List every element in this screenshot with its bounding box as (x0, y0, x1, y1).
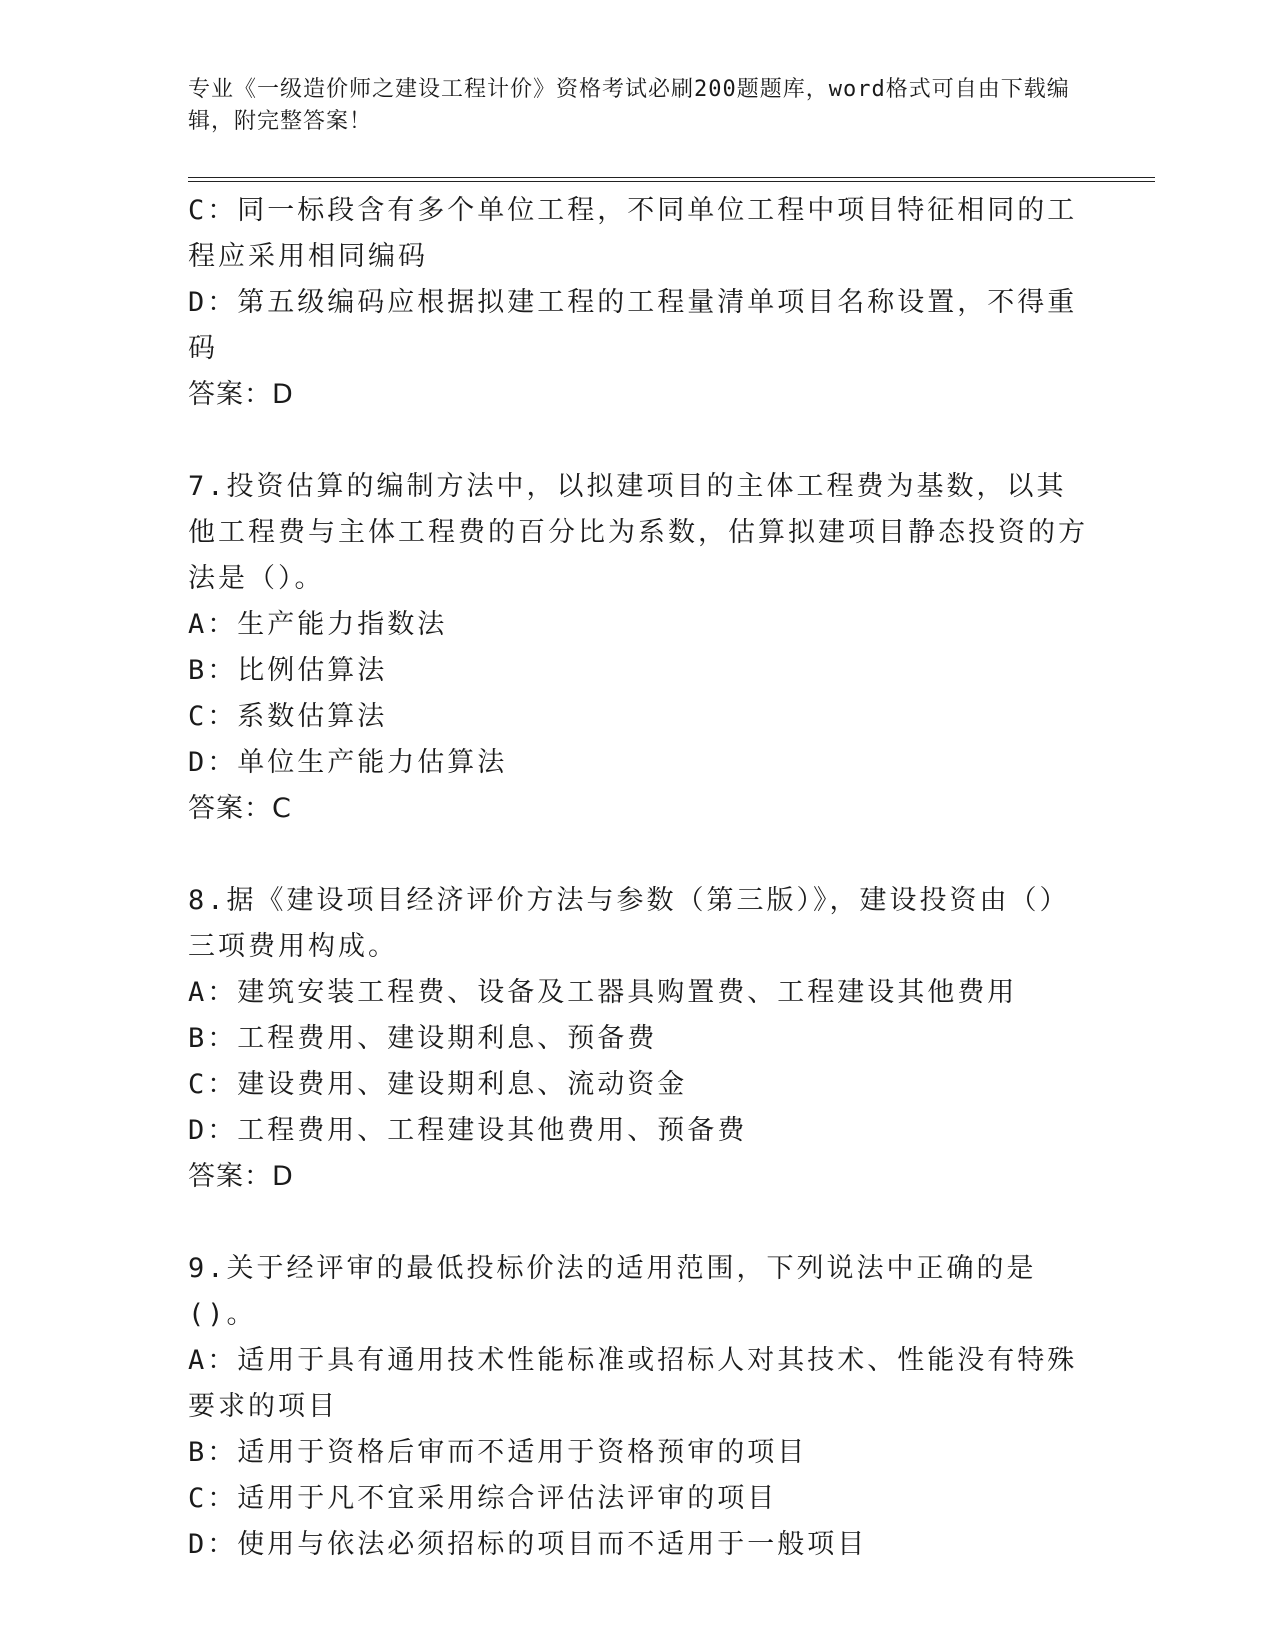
q7-option-a: A：生产能力指数法 (188, 609, 448, 640)
q6-option-d: D：第五级编码应根据拟建工程的工程量清单项目名称设置，不得重码 (188, 287, 1078, 364)
document-body (188, 188, 1088, 1568)
q8-option-d: D：工程费用、工程建设其他费用、预备费 (188, 1115, 748, 1146)
q7-answer: 答案：C (188, 793, 292, 824)
question-9 (188, 1246, 1088, 1568)
header-text: 专业《一级造价师之建设工程计价》资格考试必刷200题题库，word格式可自由下载编辑，附完整答案！ (188, 77, 1070, 134)
spacer (188, 1200, 1088, 1246)
question-6-tail (188, 188, 1088, 418)
q6-option-c: C：同一标段含有多个单位工程，不同单位工程中项目特征相同的工程应采用相同编码 (188, 195, 1078, 272)
header-divider (188, 177, 1155, 182)
q8-option-b: B：工程费用、建设期利息、预备费 (188, 1023, 658, 1054)
q8-option-c: C：建设费用、建设期利息、流动资金 (188, 1069, 688, 1100)
q8-stem: 8.据《建设项目经济评价方法与参数（第三版）》，建设投资由（）三项费用构成。 (188, 885, 1070, 962)
q7-option-b: B：比例估算法 (188, 655, 388, 686)
question-8 (188, 878, 1088, 1200)
q7-option-d: D：单位生产能力估算法 (188, 747, 508, 778)
q9-option-b: B：适用于资格后审而不适用于资格预审的项目 (188, 1437, 808, 1468)
q9-stem: 9.关于经评审的最低投标价法的适用范围，下列说法中正确的是()。 (188, 1253, 1037, 1330)
q7-option-c: C：系数估算法 (188, 701, 388, 732)
q9-option-c: C：适用于凡不宜采用综合评估法评审的项目 (188, 1483, 778, 1514)
q9-option-d: D：使用与依法必须招标的项目而不适用于一般项目 (188, 1529, 868, 1560)
q8-option-a: A：建筑安装工程费、设备及工器具购置费、工程建设其他费用 (188, 977, 1018, 1008)
question-7 (188, 464, 1088, 832)
q6-answer: 答案：D (188, 379, 294, 410)
spacer (188, 832, 1088, 878)
q8-answer: 答案：D (188, 1161, 294, 1192)
page-header (188, 74, 1088, 138)
spacer (188, 418, 1088, 464)
q9-option-a: A：适用于具有通用技术性能标准或招标人对其技术、性能没有特殊要求的项目 (188, 1345, 1078, 1422)
q7-stem: 7.投资估算的编制方法中，以拟建项目的主体工程费为基数，以其他工程费与主体工程费的百分比为系数，估算拟建项目静态投资的方法是（）。 (188, 471, 1088, 594)
